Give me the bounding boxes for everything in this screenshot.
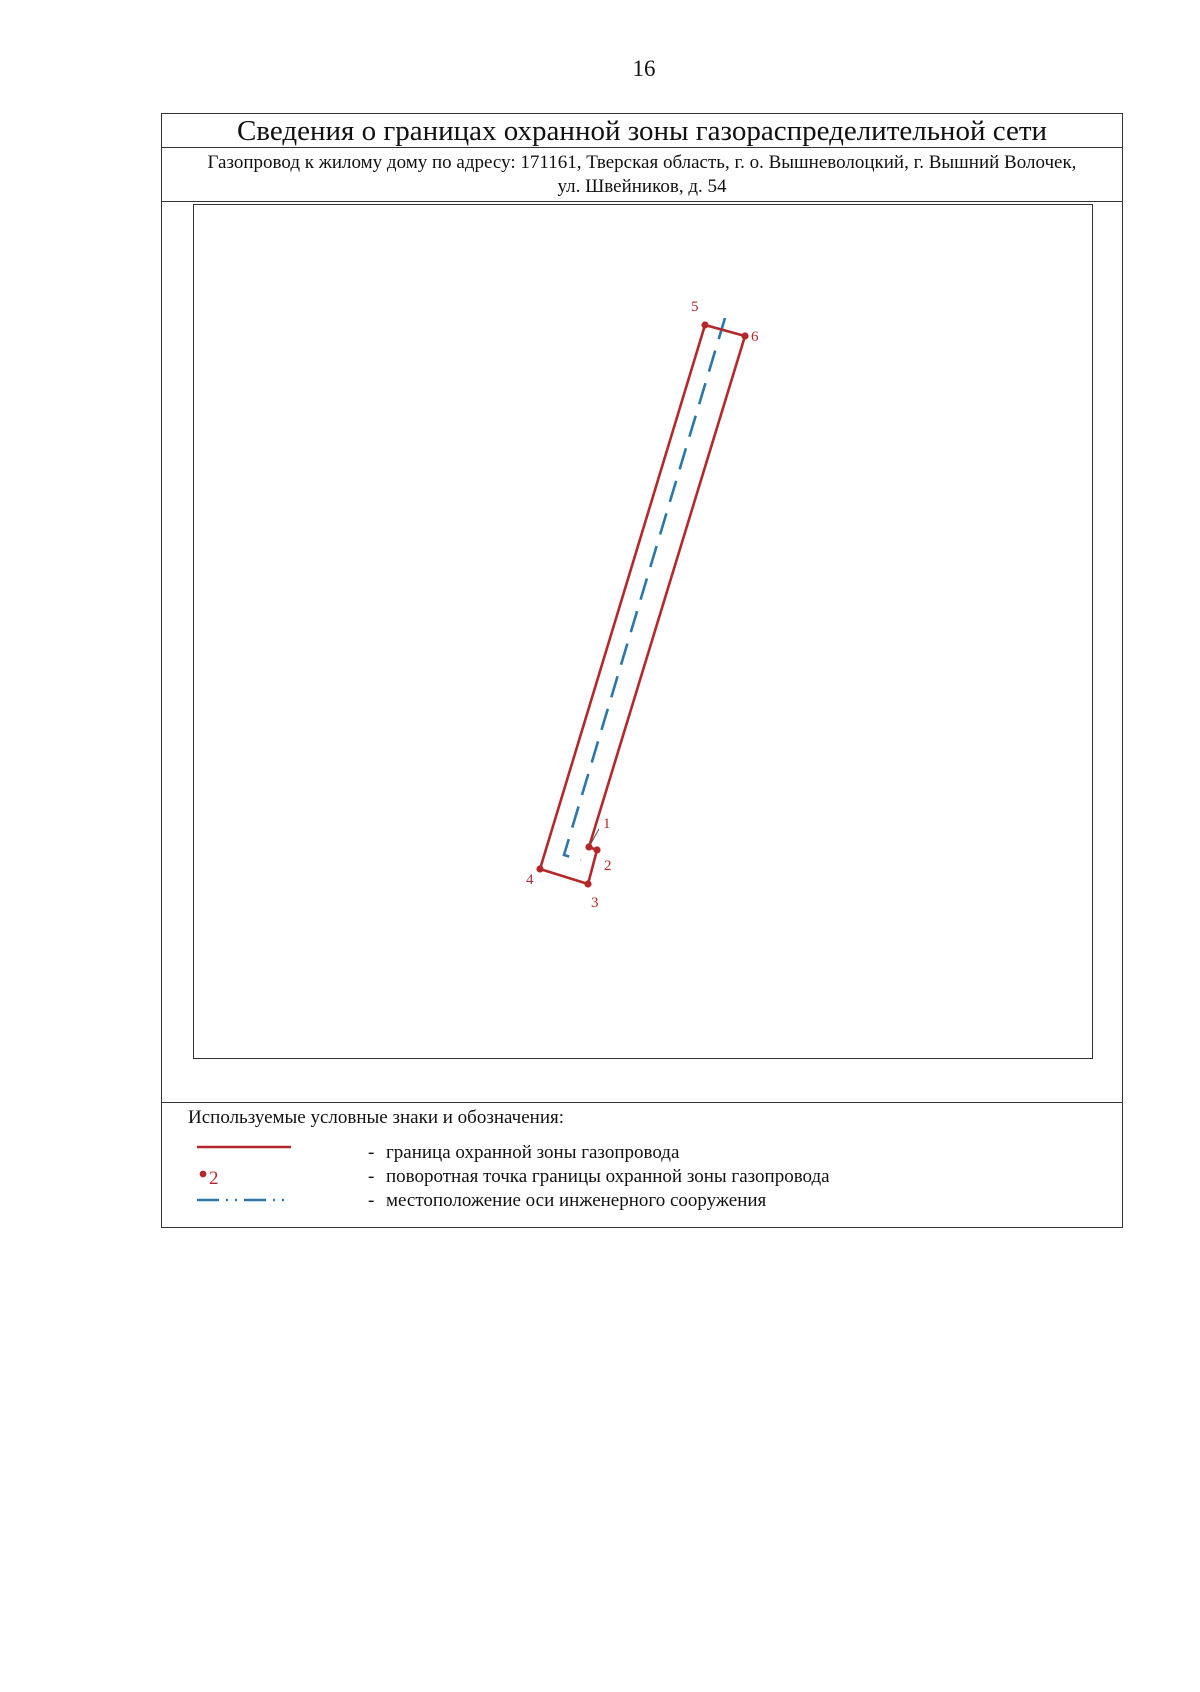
turning-point-4 (536, 865, 543, 872)
legend-item-turning-point (162, 1165, 1122, 1189)
legend-title: Используемые условные знаки и обозначения: (188, 1107, 565, 1128)
turning-point-symbol (197, 1165, 297, 1189)
legend-dash: - (368, 1190, 375, 1211)
turning-point-2 (593, 846, 600, 853)
boundary-line-symbol (197, 1141, 297, 1165)
protection-zone-boundary (540, 325, 745, 884)
pipeline-axis-line (564, 318, 725, 860)
subtitle-line-1: Газопровод к жилому дому по адресу: 171161, Тверская область, г. о. Вышневолоцкий, г. Вышний Волочек, (207, 152, 1077, 173)
document-subtitle (162, 148, 1122, 202)
map-drawing (194, 205, 1094, 1060)
point-labels (526, 299, 759, 911)
map-area (193, 204, 1093, 1059)
turning-point-6 (741, 332, 748, 339)
point-label-5: 5 (691, 299, 699, 315)
turning-point-3 (584, 880, 591, 887)
point-label-1: 1 (603, 816, 611, 832)
legend-dash: - (368, 1166, 375, 1187)
legend-dash: - (368, 1142, 375, 1163)
legend-item-axis (162, 1189, 1122, 1213)
legend-text-axis: местоположение оси инженерного сооружения (386, 1190, 767, 1211)
point-label-4: 4 (526, 872, 534, 888)
subtitle-line-2: ул. Швейников, д. 54 (557, 176, 727, 197)
turning-points (536, 321, 748, 887)
turning-point-5 (701, 321, 708, 328)
page-number: 16 (632, 56, 656, 81)
legend-text-turning-point: поворотная точка границы охранной зоны газопровода (386, 1166, 830, 1187)
document-frame (161, 113, 1123, 1228)
turning-point-1 (585, 843, 592, 850)
legend (162, 1102, 1122, 1227)
turning-point-sample-label: 2 (209, 1168, 219, 1189)
axis-line-symbol (197, 1189, 297, 1213)
document-title: Сведения о границах охранной зоны газораспределительной сети (162, 114, 1122, 148)
point-label-6: 6 (751, 329, 759, 345)
point-label-3: 3 (591, 895, 599, 911)
legend-text-boundary: граница охранной зоны газопровода (386, 1142, 680, 1163)
legend-item-boundary (162, 1141, 1122, 1165)
point-label-2: 2 (604, 858, 612, 874)
